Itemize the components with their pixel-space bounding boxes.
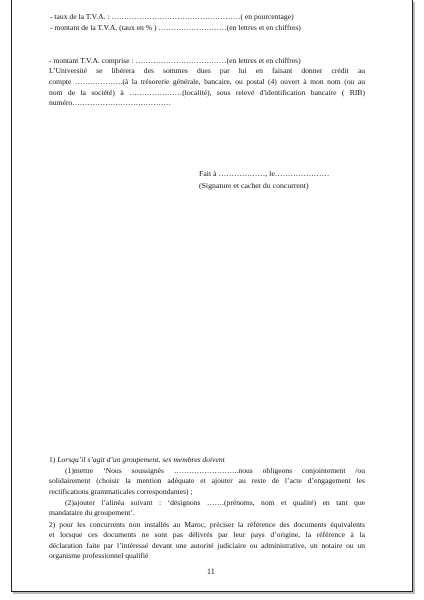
vat-rate-line: - taux de la T.V.A. : ……………………………………………( en pourcentage) [50,12,294,21]
footnote-2-line-2: et lorsque ces documents ne sont pas délivrés par leur pays d’origine, la référence à la [49,530,365,539]
footnote-1a-line-3: rectifications grammaticales correspondantes) ; [49,487,193,496]
footnote-1-title-text: Lorsqu’il s’agit d’un groupement, ses membres doivent [57,455,225,464]
signature-place-date: Fait à ………………, le………………… [199,169,330,178]
payment-clause-line-1: L’Université se libérera des sommes dues par lui en faisant donner crédit au [49,66,365,75]
footnote-1a-line-1: (1)mettre ‘Nous soussignés ……………………..nous obligeons conjointement /ou [65,466,365,475]
page-number: 11 [207,567,215,576]
signature-caption: (Signature et cachet du concurrent) [199,181,309,190]
footnote-1b-line-2: mandataire du groupement’. [49,508,135,517]
payment-clause-line-3: nom de la société) à …………………(localité), sous relevé d'identification bancaire ( RIB) [49,88,365,97]
footnote-2-line-3: déclaration faite par l’intéressé devant une autorité judiciaire ou administrative, un notaire ou un [49,541,365,550]
footnote-2-line-4: organisme professionnel qualifié [49,551,149,560]
footnote-2-line-1: 2) pour les concurrents non installés au Maroc, préciser la référence des documents équivalents [49,520,365,529]
footnote-1b-line-1: (2)ajouter l’alinéa suivant : ‘désignons …….(prénoms, nom et qualité) en tant que [65,498,365,507]
footnote-1a-line-2: solidairement (choisir la mention adéquate et ajouter au reste de l’acte d’engagement les [49,476,365,485]
footnote-1-number: 1) [49,455,58,464]
total-ttc-line: - montant T.V.A. comprise : ………………………………(en lettres et en chiffres) [49,56,301,65]
footnote-1-title [49,455,225,465]
vat-amount-line: - montant de la T.V.A. (taux en % ) ………………………(en lettres et en chiffres) [50,23,301,32]
payment-clause-line-4: numéro………………………………… [49,98,171,107]
payment-clause-line-2: compte ……………….(à la trésorerie générale, bancaire, ou postal (4) ouvert à mon nom (ou au [49,77,365,86]
